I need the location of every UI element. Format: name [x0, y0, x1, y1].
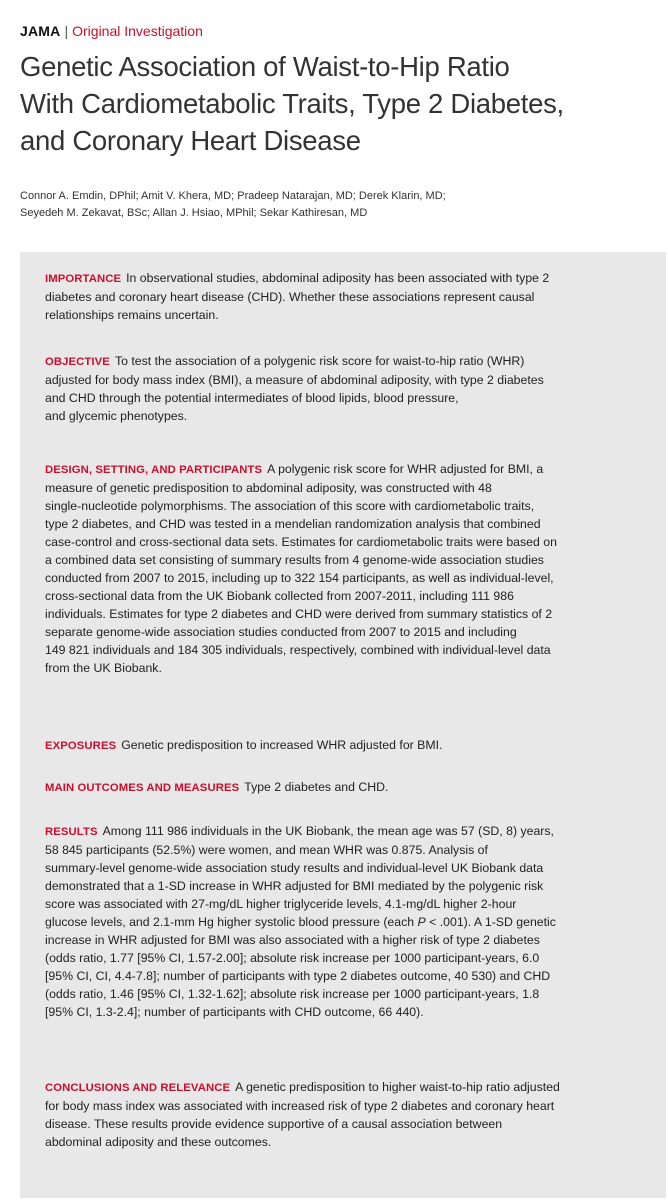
section-label: OBJECTIVE [45, 356, 110, 368]
text-line: individuals. Estimates for type 2 diabetes and CHD were derived from summary statistics of 2 [45, 607, 553, 621]
design-section [45, 460, 655, 677]
text-line: from the UK Biobank. [45, 661, 162, 675]
abstract-box [20, 252, 666, 1198]
text-line: score was associated with 27-mg/dL higher triglyceride levels, 4.1-mg/dL higher 2-hour [45, 897, 517, 911]
text-line: [95% CI, CI, 4.4-7.8]; number of participants with type 2 diabetes outcome, 40 530) and CHD [45, 969, 551, 983]
text-line: demonstrated that a 1-SD increase in WHR adjusted for BMI mediated by the polygenic risk [45, 879, 544, 893]
text-line: In observational studies, abdominal adiposity has been associated with type 2 [126, 271, 550, 285]
text-line: (odds ratio, 1.46 [95% CI, 1.32-1.62]; absolute risk increase per 1000 participant-years, 1.8 [45, 987, 540, 1001]
text-line: for body mass index was associated with increased risk of type 2 diabetes and coronary heart [45, 1099, 555, 1113]
text-line: and glycemic phenotypes. [45, 409, 188, 423]
text-line: A polygenic risk score for WHR adjusted for BMI, a [267, 462, 544, 476]
text-line: single-nucleotide polymorphisms. The association of this score with cardiometabolic traits, [45, 499, 535, 513]
exposures-section [45, 736, 655, 755]
text-line: abdominal adiposity and these outcomes. [45, 1135, 272, 1149]
text-line: (odds ratio, 1.77 [95% CI, 1.57-2.00]; absolute risk increase per 1000 participant-years, 6.0 [45, 951, 540, 965]
title-line: Genetic Association of Waist-to-Hip Ratio [20, 51, 510, 82]
text-line: Genetic predisposition to increased WHR adjusted for BMI. [121, 738, 443, 752]
text-line: cross-sectional data from the UK Biobank collected from 2007-2011, including 111 986 [45, 589, 514, 603]
article-title [20, 48, 660, 159]
text-line: relationships remains uncertain. [45, 308, 219, 322]
text-line: summary-level genome-wide association study results and individual-level UK Biobank data [45, 861, 544, 875]
section-label: DESIGN, SETTING, AND PARTICIPANTS [45, 464, 263, 476]
text-line: To test the association of a polygenic risk score for waist-to-hip ratio (WHR) [114, 354, 525, 368]
text-line: 149 821 individuals and 184 305 individuals, respectively, combined with individual-level data [45, 643, 551, 657]
text-line: adjusted for body mass index (BMI), a measure of abdominal adiposity, with type 2 diabetes [45, 373, 544, 387]
importance-section [45, 269, 655, 324]
header-separator: | [64, 23, 69, 39]
text-line: glucose levels, and 2.1-mm Hg higher systolic blood pressure (each P < .001). A 1-SD genetic [45, 915, 556, 929]
text-line: 58 845 participants (52.5%) were women, and mean WHR was 0.875. Analysis of [45, 843, 488, 857]
text-line: increase in WHR adjusted for BMI was also associated with a higher risk of type 2 diabetes [45, 933, 540, 947]
text-line: A genetic predisposition to higher waist-to-hip ratio adjusted [235, 1080, 560, 1094]
section-label: CONCLUSIONS AND RELEVANCE [45, 1082, 231, 1094]
author-list [20, 188, 650, 222]
text-line: and CHD through the potential intermediates of blood lipids, blood pressure, [45, 391, 459, 405]
text-line: Type 2 diabetes and CHD. [244, 780, 389, 794]
text-line: disease. These results provide evidence supportive of a causal association between [45, 1117, 503, 1131]
text-line: conducted from 2007 to 2015, including up to 322 154 participants, as well as individual-level, [45, 571, 554, 585]
text-line: type 2 diabetes, and CHD was tested in a mendelian randomization analysis that combined [45, 517, 541, 531]
outcomes-section [45, 778, 655, 797]
title-line: With Cardiometabolic Traits, Type 2 Diabetes, [20, 88, 564, 119]
text-line: diabetes and coronary heart disease (CHD). Whether these associations represent causal [45, 290, 535, 304]
title-line: and Coronary Heart Disease [20, 125, 361, 156]
conclusions-section [45, 1078, 655, 1151]
text-line: case-control and cross-sectional data sets. Estimates for cardiometabolic traits were based on [45, 535, 557, 549]
section-type: Original Investigation [72, 23, 203, 39]
author-line: Connor A. Emdin, DPhil; Amit V. Khera, MD; Pradeep Natarajan, MD; Derek Klarin, MD; [20, 190, 446, 202]
author-line: Seyedeh M. Zekavat, BSc; Allan J. Hsiao, MPhil; Sekar Kathiresan, MD [20, 207, 368, 219]
text-line: measure of genetic predisposition to abdominal adiposity, was constructed with 48 [45, 481, 492, 495]
text-line: Among 111 986 individuals in the UK Biobank, the mean age was 57 (SD, 8) years, [102, 824, 554, 838]
article-header [20, 21, 203, 41]
objective-section [45, 352, 655, 425]
journal-name: JAMA [20, 23, 61, 39]
section-label: RESULTS [45, 826, 98, 838]
section-label: IMPORTANCE [45, 273, 122, 285]
results-section [45, 822, 655, 1021]
section-label: EXPOSURES [45, 740, 117, 752]
text-line: a combined data set consisting of summary results from 4 genome-wide association studies [45, 553, 544, 567]
text-line: separate genome-wide association studies conducted from 2007 to 2015 and including [45, 625, 517, 639]
text-line: [95% CI, 1.3-2.4]; number of participants with CHD outcome, 66 440). [45, 1005, 424, 1019]
section-label: MAIN OUTCOMES AND MEASURES [45, 782, 240, 794]
